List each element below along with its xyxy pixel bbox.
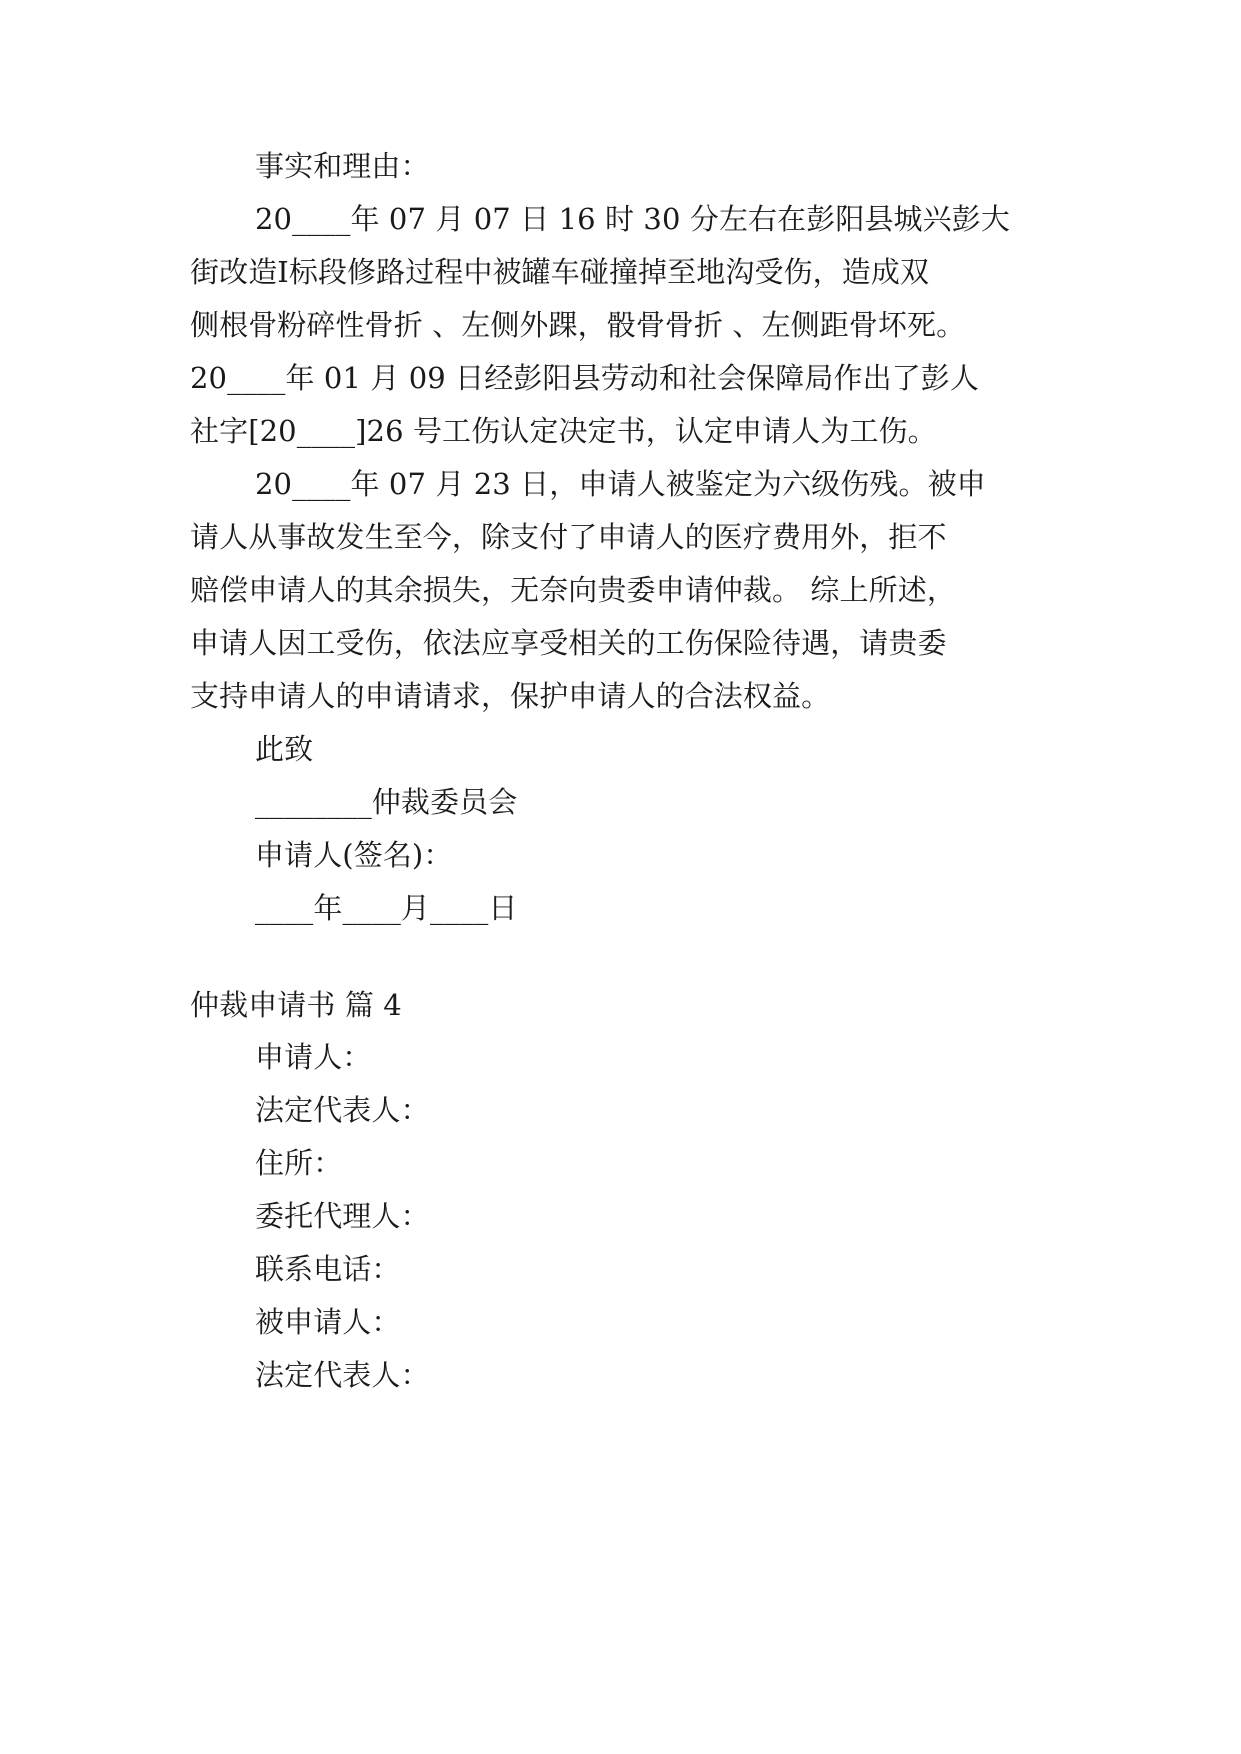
closing-signature: 申请人(签名)：: [255, 838, 453, 872]
section4-title: 仲裁申请书 篇 4: [190, 988, 402, 1022]
paragraph1-line4: 20____年 01 月 09 日经彭阳县劳动和社会保障局作出了彭人: [190, 361, 979, 395]
field-respondent-legal-representative: 法定代表人：: [255, 1358, 430, 1392]
field-agent: 委托代理人：: [255, 1199, 430, 1233]
paragraph1-line3: 侧根骨粉碎性骨折 、左侧外踝，骰骨骨折 、左侧距骨坏死。: [190, 308, 966, 342]
paragraph2-line1: 20____年 07 月 23 日，申请人被鉴定为六级伤残。被申: [255, 467, 986, 501]
paragraph1-line1: 20____年 07 月 07 日 16 时 30 分左右在彭阳县城兴彭大: [255, 202, 1010, 236]
paragraph2-line5: 支持申请人的申请请求，保护申请人的合法权益。: [190, 679, 831, 713]
field-phone: 联系电话：: [255, 1252, 401, 1286]
field-applicant: 申请人：: [255, 1040, 372, 1074]
paragraph1-line5: 社字[20____]26 号工伤认定决定书，认定申请人为工伤。: [190, 414, 937, 448]
paragraph2-line2: 请人从事故发生至今，除支付了申请人的医疗费用外，拒不: [190, 520, 947, 554]
paragraph2-line3: 赔偿申请人的其余损失，无奈向贵委申请仲裁。 综上所述，: [190, 573, 956, 607]
field-address: 住所：: [255, 1146, 343, 1180]
closing-salutation: 此致: [255, 732, 314, 766]
paragraph2-line4: 申请人因工受伤，依法应享受相关的工伤保险待遇，请贵委: [190, 626, 947, 660]
facts-heading: 事实和理由：: [255, 149, 430, 183]
field-respondent: 被申请人：: [255, 1305, 401, 1339]
closing-date: ____年____月____日: [255, 891, 518, 925]
paragraph1-line2: 街改造Ⅰ标段修路过程中被罐车碰撞掉至地沟受伤，造成双: [190, 255, 930, 289]
closing-committee: ________仲裁委员会: [255, 785, 518, 819]
field-legal-representative: 法定代表人：: [255, 1093, 430, 1127]
